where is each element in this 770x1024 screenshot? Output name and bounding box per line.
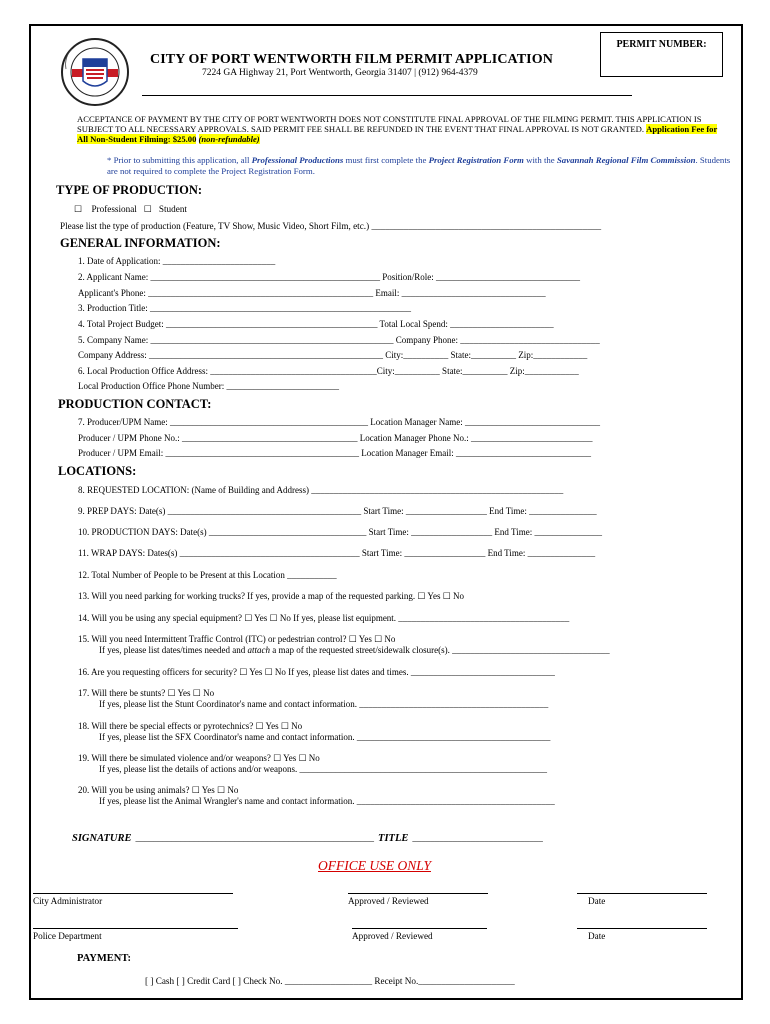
traffic-control-details[interactable] [99,645,610,655]
animals-details[interactable]: If yes, please list the Animal Wrangler's name and contact information. ____________________________________________ [99,796,555,806]
itc-detail-post: a map of the requested street/sidewalk closure(s). ___________________________________ [272,645,610,655]
city-administrator-label: City Administrator [33,896,103,906]
note-commission: Savannah Regional Film Commission [556,155,696,165]
note-form: Project Registration Form [428,155,524,165]
field-applicant-phone[interactable]: Applicant's Phone: __________________________________________________ Email: ________________________________ [78,288,546,298]
city-address: 7224 GA Highway 21, Port Wentworth, Georgia 31407 | (912) 964-4379 [202,68,478,78]
notice-text: ACCEPTANCE OF PAYMENT BY THE CITY OF PORT WENTWORTH DOES NOT CONSTITUTE FINAL APPROVAL OF THE FILMING PERMIT. THIS APPLICATION IS SUBJECT TO ALL NECESSARY APPROVALS. SAID PERMIT FEE SHALL BE REFUNDED IN THE EVENT THAT FINAL APPROVAL IS NOT GRANTED. [77,114,702,134]
city-seal-icon [60,37,130,107]
signature-row [72,828,543,846]
violence-weapons-details[interactable]: If yes, please list the details of actions and/or weapons. _______________________________________________________ [99,764,547,774]
field-total-people[interactable]: 12. Total Number of People to be Present at this Location ___________ [78,570,337,580]
police-department-label: Police Department [33,931,102,941]
production-type-options [74,204,187,215]
admin-date-line[interactable] [577,893,707,894]
field-producer-name[interactable]: 7. Producer/UPM Name: ____________________________________________ Location Manager Name: ______________________________ [78,417,600,427]
date-label-1: Date [588,896,606,906]
option-student-label: Student [158,204,187,214]
field-local-office-phone[interactable]: Local Production Office Phone Number: _________________________ [78,381,340,391]
header-divider [142,95,632,96]
admin-signature-line[interactable] [33,893,233,894]
field-company-name[interactable]: 5. Company Name: ______________________________________________________ Company Phone: _______________________________ [78,335,600,345]
question-stunts[interactable]: 17. Will there be stunts? ☐ Yes ☐ No [78,688,215,698]
police-date-line[interactable] [577,928,707,929]
section-locations: LOCATIONS: [58,464,137,478]
police-approved-line[interactable] [352,928,487,929]
note-professional: Professional Productions [251,155,344,165]
field-wrap-days[interactable]: 11. WRAP DAYS: Dates(s) ________________________________________ Start Time: __________________ End Time: _______________ [78,548,596,558]
field-total-budget[interactable]: 4. Total Project Budget: _______________________________________________ Total Local Spend: _______________________ [78,319,554,329]
question-security-officers[interactable]: 16. Are you requesting officers for security? ☐ Yes ☐ No If yes, please list dates and times. ________________________________ [78,667,555,677]
registration-note [107,155,732,176]
checkbox-professional[interactable]: ☐ [74,204,83,214]
field-local-office-address[interactable]: 6. Local Production Office Address: _____________________________________City:__________ State:__________ Zip:____________ [78,366,579,376]
stunts-details[interactable]: If yes, please list the Stunt Coordinator's name and contact information. __________________________________________ [99,699,549,709]
approved-label-1: Approved / Reviewed [348,896,429,906]
itc-detail-pre: If yes, please list dates/times needed and [99,645,246,655]
admin-approved-line[interactable] [348,893,488,894]
approved-label-2: Approved / Reviewed [352,931,433,941]
permit-number-box[interactable] [600,32,723,77]
office-use-heading: OFFICE USE ONLY [318,858,431,873]
date-label-2: Date [588,931,606,941]
question-traffic-control[interactable]: 15. Will you need Intermittent Traffic Control (ITC) or pedestrian control? ☐ Yes ☐ No [78,634,396,644]
section-production-contact: PRODUCTION CONTACT: [58,397,212,411]
question-parking[interactable]: 13. Will you need parking for working trucks? If yes, provide a map of the requested parking. ☐ Yes ☐ No [78,591,465,601]
payment-label: PAYMENT: [77,953,132,964]
field-company-address[interactable]: Company Address: ____________________________________________________ City:__________ State:__________ Zip:____________ [78,350,588,360]
question-special-equipment[interactable]: 14. Will you be using any special equipment? ☐ Yes ☐ No If yes, please list equipment. ______________________________________ [78,613,570,623]
question-animals[interactable]: 20. Will you be using animals? ☐ Yes ☐ No [78,785,239,795]
note-suffix: . Students are not required to complete the Project Registration Form. [107,155,731,176]
field-producer-phone[interactable]: Producer / UPM Phone No.: _______________________________________ Location Manager Phone No.: ___________________________ [78,433,593,443]
payment-options[interactable]: [ ] Cash [ ] Credit Card [ ] Check No. ___________________ Receipt No._____________________ [145,976,515,986]
field-applicant-name[interactable]: 2. Applicant Name: ___________________________________________________ Position/Role: ________________________________ [78,272,580,282]
note-with: with the [526,155,555,165]
permit-number-label: PERMIT NUMBER: [616,39,707,50]
field-production-days[interactable]: 10. PRODUCTION DAYS: Date(s) ___________________________________ Start Time: __________________ End Time: _______________ [78,527,602,537]
itc-detail-attach: attach [247,645,270,655]
field-date-of-application[interactable]: 1. Date of Application: _________________________ [78,256,276,266]
fee-note: (non-refundable) [198,134,260,144]
page-title: CITY OF PORT WENTWORTH FILM PERMIT APPLICATION [150,52,553,67]
option-professional-label: Professional [91,204,137,214]
signature-field[interactable]: _____________________________________________________ [135,833,375,843]
section-type-of-production: TYPE OF PRODUCTION: [56,183,203,197]
section-general-information: GENERAL INFORMATION: [60,236,221,250]
field-requested-location[interactable]: 8. REQUESTED LOCATION: (Name of Building and Address) ________________________________________________________ [78,485,564,495]
field-prep-days[interactable]: 9. PREP DAYS: Date(s) ___________________________________________ Start Time: __________________ End Time: _______________ [78,506,597,516]
title-field[interactable]: _____________________________ [412,833,543,843]
question-violence-weapons[interactable]: 19. Will there be simulated violence and/or weapons? ☐ Yes ☐ No [78,753,320,763]
payment-notice [77,114,727,144]
police-signature-line[interactable] [33,928,238,929]
field-producer-email[interactable]: Producer / UPM Email: ___________________________________________ Location Manager Email: ______________________________ [78,448,591,458]
special-effects-details[interactable]: If yes, please list the SFX Coordinator's name and contact information. ___________________________________________ [99,732,551,742]
question-special-effects[interactable]: 18. Will there be special effects or pyrotechnics? ☐ Yes ☐ No [78,721,303,731]
fee-highlight: Application Fee for All Non-Student Filming: $25.00 [77,124,718,144]
field-production-title[interactable]: 3. Production Title: __________________________________________________________ [78,303,412,313]
title-label: TITLE [378,833,409,844]
production-type-field[interactable]: Please list the type of production (Feature, TV Show, Music Video, Short Film, etc.) __________________________________________________ [60,221,602,231]
note-middle: must first complete the [345,155,427,165]
note-prefix: * Prior to submitting this application, all [107,155,250,165]
signature-label: SIGNATURE [72,833,132,844]
checkbox-student[interactable]: ☐ [143,204,152,214]
